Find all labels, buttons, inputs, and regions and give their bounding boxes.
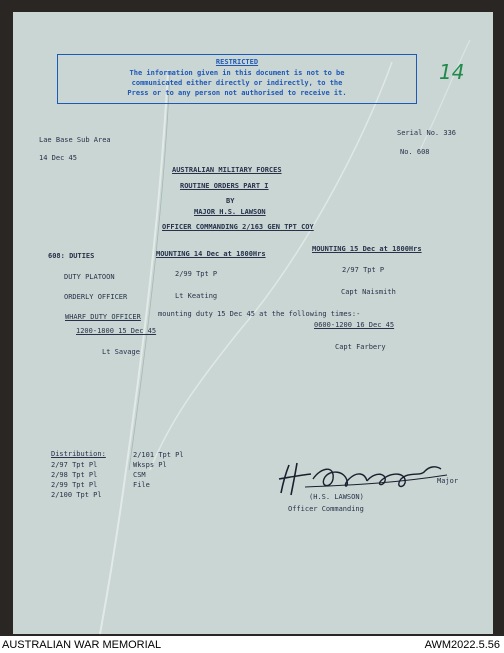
signatory-title: Officer Commanding bbox=[288, 505, 364, 513]
distribution-left-3: 2/99 Tpt Pl bbox=[51, 481, 98, 489]
restricted-line-2: communicated either directly or indirectly, to the bbox=[131, 79, 343, 87]
wharf-officer-2: Capt Farbery bbox=[335, 343, 386, 351]
wharf-duty-heading: WHARF DUTY OFFICER bbox=[65, 313, 141, 321]
wharf-time-2: 0600-1200 16 Dec 45 bbox=[314, 321, 395, 329]
distribution-left-2: 2/98 Tpt Pl bbox=[51, 471, 98, 479]
signatory-name: (H.S. LAWSON) bbox=[309, 493, 364, 501]
orderly-officer-col1: Lt Keating bbox=[175, 292, 218, 300]
duty-platoon-col1: 2/99 Tpt P bbox=[175, 270, 218, 278]
title-line-1: AUSTRALIAN MILITARY FORCES bbox=[172, 166, 282, 174]
wharf-duty-text: mounting duty 15 Dec 45 at the following times:- bbox=[158, 310, 361, 318]
col1-header: MOUNTING 14 Dec at 1800Hrs bbox=[156, 250, 266, 258]
title-line-5: OFFICER COMMANDING 2/163 GEN TPT COY bbox=[162, 223, 314, 231]
duty-platoon-label: DUTY PLATOON bbox=[64, 273, 115, 281]
order-number: No. 608 bbox=[400, 148, 430, 156]
orderly-officer-label: ORDERLY OFFICER bbox=[64, 293, 128, 301]
restricted-line-3: Press or to any person not authorised to receive it. bbox=[127, 89, 347, 97]
footer-accession-number: AWM2022.5.56 bbox=[424, 639, 500, 651]
distribution-right-2: Wksps Pl bbox=[133, 461, 167, 469]
wharf-officer-1: Lt Savage bbox=[102, 348, 140, 356]
orderly-officer-col2: Capt Naismith bbox=[341, 288, 396, 296]
restricted-line-1: The information given in this document is not to be bbox=[129, 69, 345, 77]
restricted-heading: RESTRICTED bbox=[215, 58, 259, 66]
folio-number: 14 bbox=[439, 60, 465, 84]
serial-number: Serial No. 336 bbox=[397, 129, 457, 137]
wharf-time-1: 1200-1800 15 Dec 45 bbox=[76, 327, 157, 335]
distribution-left-4: 2/100 Tpt Pl bbox=[51, 491, 102, 499]
duties-section-label: 608: DUTIES bbox=[48, 252, 95, 260]
footer-institution: AUSTRALIAN WAR MEMORIAL bbox=[2, 639, 162, 651]
order-date: 14 Dec 45 bbox=[39, 154, 77, 162]
distribution-right-1: 2/101 Tpt Pl bbox=[133, 451, 184, 459]
origin: Lae Base Sub Area bbox=[39, 136, 111, 144]
col2-header: MOUNTING 15 Dec at 1800Hrs bbox=[312, 245, 422, 253]
title-line-2: ROUTINE ORDERS PART I bbox=[180, 182, 269, 190]
distribution-right-3: CSM bbox=[133, 471, 146, 479]
signature-rank: Major bbox=[437, 477, 459, 485]
title-line-3: BY bbox=[226, 197, 235, 205]
distribution-left-1: 2/97 Tpt Pl bbox=[51, 461, 98, 469]
duty-platoon-col2: 2/97 Tpt P bbox=[342, 266, 385, 274]
restricted-notice bbox=[57, 54, 417, 104]
title-line-4: MAJOR H.S. LAWSON bbox=[194, 208, 266, 216]
distribution-right-4: File bbox=[133, 481, 150, 489]
distribution-heading: Distribution: bbox=[51, 450, 106, 458]
